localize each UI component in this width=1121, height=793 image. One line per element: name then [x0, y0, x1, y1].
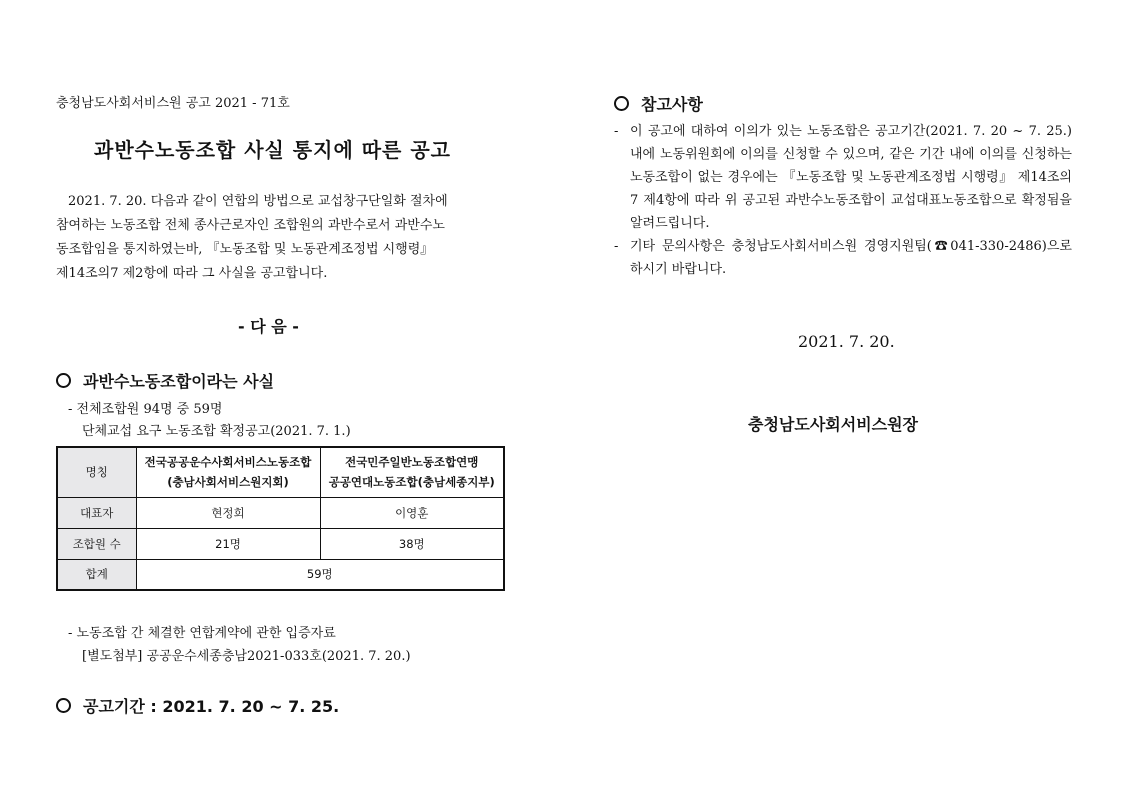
- list-item: [614, 235, 1072, 281]
- section-fact-title: 과반수노동조합이라는 사실: [83, 372, 275, 391]
- section-fact-heading: [56, 369, 274, 392]
- evidence-line-2: [별도첨부] 공공운수세종충남2021-033호(2021. 7. 20.): [82, 649, 411, 664]
- row-label-name: 명칭: [57, 447, 136, 497]
- dareum-heading: - 다 음 -: [238, 317, 299, 336]
- intro-line-4: 제14조의7 제2항에 따라 그 사실을 공고합니다.: [56, 266, 328, 281]
- circle-bullet-icon: [56, 373, 71, 388]
- union1-name: [136, 447, 320, 497]
- notice-date: 2021. 7. 20.: [798, 332, 895, 351]
- total-members: 59명: [136, 559, 504, 590]
- row-label-total: 합계: [57, 559, 136, 590]
- union1-members: 21명: [136, 528, 320, 559]
- union2-name-line2: 공공연대노동조합(충남세종지부): [328, 475, 495, 490]
- union2-members: 38명: [320, 528, 504, 559]
- union1-rep: 현정희: [136, 497, 320, 528]
- dash-marker: -: [614, 124, 619, 139]
- reference-item-2: 기타 문의사항은 충청남도사회서비스원 경영지원팀(☎041-330-2486)으로 하시기 바랍니다.: [630, 239, 1072, 277]
- union1-name-line1: 전국공공운수사회서비스노동조합: [144, 455, 312, 470]
- union2-name: [320, 447, 504, 497]
- section-reference-title: 참고사항: [641, 95, 703, 114]
- dash-marker: -: [614, 239, 619, 254]
- union1-name-line2: (충남사회서비스원지회): [167, 475, 289, 490]
- fact-line-1: - 전체조합원 94명 중 59명: [68, 402, 223, 417]
- section-period-heading: [56, 694, 339, 717]
- fact-line-2: 단체교섭 요구 노동조합 확정공고(2021. 7. 1.): [82, 424, 351, 439]
- circle-bullet-icon: [56, 698, 71, 713]
- intro-line-2: 참여하는 노동조합 전체 종사근로자인 조합원의 과반수로서 과반수노: [56, 218, 445, 233]
- page-title: 과반수노동조합 사실 통지에 따른 공고: [94, 138, 451, 162]
- row-label-rep: 대표자: [57, 497, 136, 528]
- table-row: [57, 497, 504, 528]
- section-period-title: 공고기간 : 2021. 7. 20 ~ 7. 25.: [83, 697, 340, 716]
- row-label-members: 조합원 수: [57, 528, 136, 559]
- union-table: [56, 446, 505, 591]
- evidence-line-1: - 노동조합 간 체결한 연합계약에 관한 입증자료: [68, 626, 336, 641]
- list-item: [614, 120, 1072, 235]
- table-row: [57, 528, 504, 559]
- section-reference-heading: [614, 92, 703, 115]
- reference-list: [614, 120, 1072, 281]
- intro-line-1: 2021. 7. 20. 다음과 같이 연합의 방법으로 교섭창구단일화 절차에: [68, 194, 448, 209]
- table-row: [57, 447, 504, 497]
- union2-rep: 이영훈: [320, 497, 504, 528]
- reference-item-1: 이 공고에 대하여 이의가 있는 노동조합은 공고기간(2021. 7. 20 ~ 7. 25.) 내에 노동위원회에 이의를 신청할 수 있으며, 같은 기간 내에 이의를 신청하는 노동조합이 없는 경우에는 『노동조합 및 노동관계조정법 시행령』 제14조의7 제4항에 따라 위 공고된 과반수노동조합이 교섭대표노동조합으로 확정됨을 알려드립니다.: [630, 124, 1072, 231]
- intro-paragraph: [56, 190, 508, 286]
- notice-number: 충청남도사회서비스원 공고 2021 - 71호: [56, 96, 290, 111]
- table-row: [57, 559, 504, 590]
- intro-line-3: 동조합임을 통지하였는바, 『노동조합 및 노동관계조정법 시행령』: [56, 242, 434, 257]
- signer-name: 충청남도사회서비스원장: [748, 415, 919, 434]
- union2-name-line1: 전국민주일반노동조합연맹: [345, 455, 479, 470]
- circle-bullet-icon: [614, 96, 629, 111]
